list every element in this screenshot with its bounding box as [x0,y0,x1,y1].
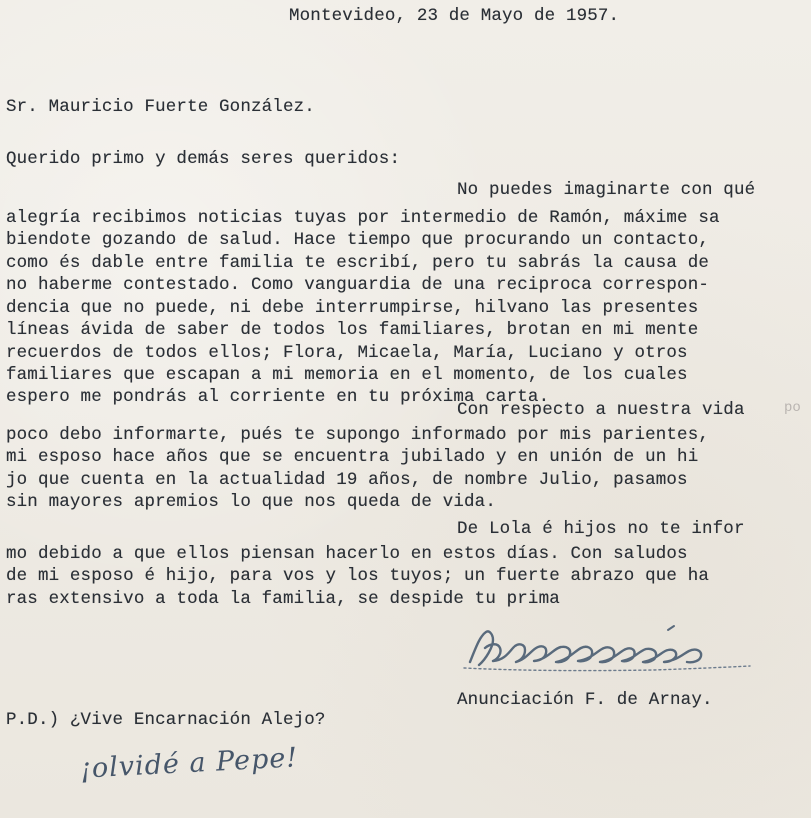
postscript: P.D.) ¿Vive Encarnación Alejo? [6,710,326,730]
body-line: líneas ávida de saber de todos los familiares, brotan en mi mente [6,320,699,340]
body-line: biendote gozando de salud. Hace tiempo que procurando un contacto, [6,230,710,250]
body-line: mo debido a que ellos piensan hacerlo en estos días. Con saludos [6,544,688,564]
letter-date: Montevideo, 23 de Mayo de 1957. [289,6,620,26]
body-line: No puedes imaginarte con qué [457,180,756,200]
handwritten-note: ¡olvidé a Pepe! [79,742,299,785]
body-line: dencia que no puede, ni debe interrumpirse, hilvano las presentes [6,298,699,318]
body-line: jo que cuenta en la actualidad 19 años, de nombre Julio, pasamos [6,470,688,490]
body-line: recuerdos de todos ellos; Flora, Micaela, María, Luciano y otros [6,343,688,363]
letter-recipient: Sr. Mauricio Fuerte González. [6,97,315,117]
body-line: alegría recibimos noticias tuyas por intermedio de Ramón, máxime sa [6,208,720,228]
body-line: familiares que escapan a mi memoria en el momento, de los cuales [6,365,688,385]
body-line: espero me pondrás al corriente en tu próxima carta. [6,387,550,407]
signer-name: Anunciación F. de Arnay. [457,690,713,710]
body-line: De Lola é hijos no te infor [457,519,745,539]
signature-mark [458,620,758,680]
body-line: de mi esposo é hijo, para vos y los tuyos; un fuerte abrazo que ha [6,566,710,586]
edge-fragment: po [784,400,801,416]
body-line: ras extensivo a toda la familia, se despide tu prima [6,589,560,609]
signature [458,620,758,680]
body-line: Con respecto a nuestra vida [457,400,745,420]
letter-salutation: Querido primo y demás seres queridos: [6,149,401,169]
body-line: como és dable entre familia te escribí, pero tu sabrás la causa de [6,253,710,273]
body-line: no haberme contestado. Como vanguardia de una reciproca correspon- [6,275,710,295]
body-line: mi esposo hace años que se encuentra jubilado y en unión de un hi [6,447,699,467]
body-line: poco debo informarte, pués te supongo informado por mis parientes, [6,425,710,445]
body-line: sin mayores apremios lo que nos queda de vida. [6,492,496,512]
